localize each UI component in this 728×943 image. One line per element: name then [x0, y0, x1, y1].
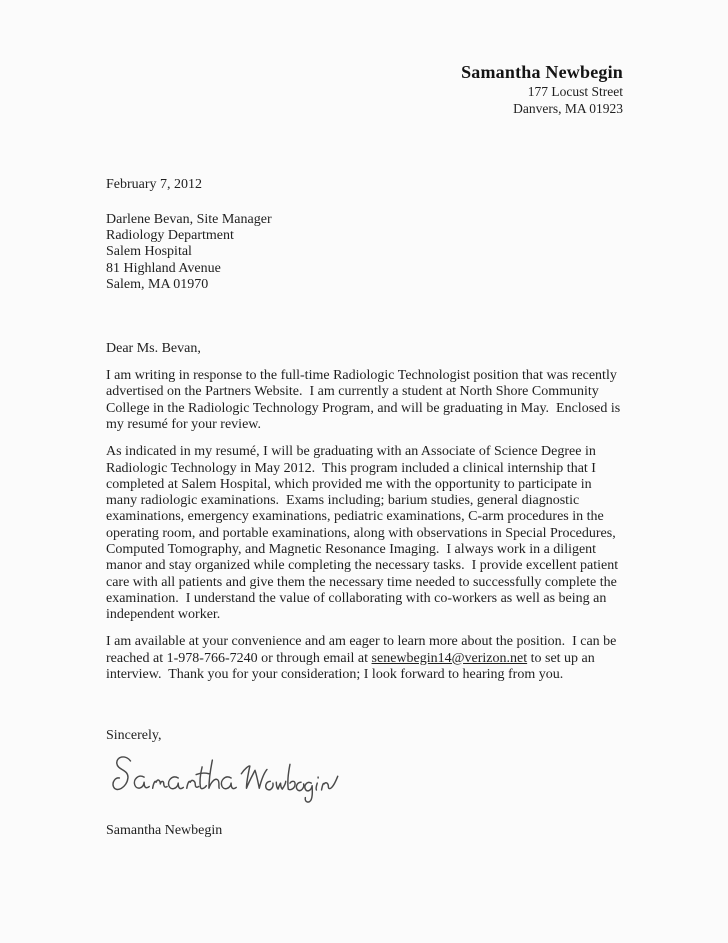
handwritten-signature: [110, 750, 623, 810]
paragraph-3-text-before-email: I am available at your convenience and am eager to learn more about the position. I can be reached at 1-978-766-7240 or through email at: [106, 634, 620, 666]
typed-signature-name: Samantha Newbegin: [106, 823, 223, 839]
letter-content: [106, 0, 623, 839]
recipient-street: 81 Highland Avenue: [106, 260, 221, 276]
email-link[interactable]: senewbegin14@verizon.net: [371, 650, 528, 666]
paragraph-3-text-after-email: to set up an interview. Thank you for your consideration; I look forward to hearing from you.: [106, 650, 599, 683]
sender-city-state-zip: Danvers, MA 01923: [513, 101, 623, 116]
recipient-department: Radiology Department: [106, 228, 234, 244]
sender-street: 177 Locust Street: [527, 84, 623, 99]
recipient-city-state-zip: Salem, MA 01970: [106, 276, 209, 292]
signature-scribble-icon: [110, 750, 342, 806]
body-paragraph-3: [106, 634, 623, 683]
letterhead: [106, 0, 623, 117]
salutation: Dear Ms. Bevan,: [106, 341, 201, 357]
recipient-address: [106, 212, 623, 293]
closing-salutation: Sincerely,: [106, 728, 162, 744]
letter-date: February 7, 2012: [106, 177, 203, 192]
recipient-organization: Salem Hospital: [106, 244, 192, 260]
recipient-name-title: Darlene Bevan, Site Manager: [106, 212, 272, 227]
body-paragraph-1: I am writing in response to the full-time Radiologic Technologist position that was recently advertised on the Partners Website. I am currently a student at North Shore Community College in the Radiologic Technology Program, and will be graduating in May. Enclosed is my resumé for your review.: [106, 368, 624, 432]
body-paragraph-2: As indicated in my resumé, I will be graduating with an Associate of Science Degree in Radiologic Technology in May 2012. This program included a clinical internship that I completed at Salem Hospital, which provided me with the opportunity to participate in many radiologic examinations. Exams including; barium studies, general diagnostic examinations, emergency examinations, pediatric examinations, C-arm procedures in the operating room, and portable examinations, along with observations in Special Procedures, Computed Tomography, and Magnetic Resonance Imaging. I always work in a diligent manor and stay organized while completing the necessary tasks. I provide excellent patient care with all patients and give them the necessary time needed to successfully complete the examination. I understand the value of collaborating with co-workers as well as being an independent worker.: [106, 444, 622, 623]
sender-name: Samantha Newbegin: [461, 62, 623, 82]
